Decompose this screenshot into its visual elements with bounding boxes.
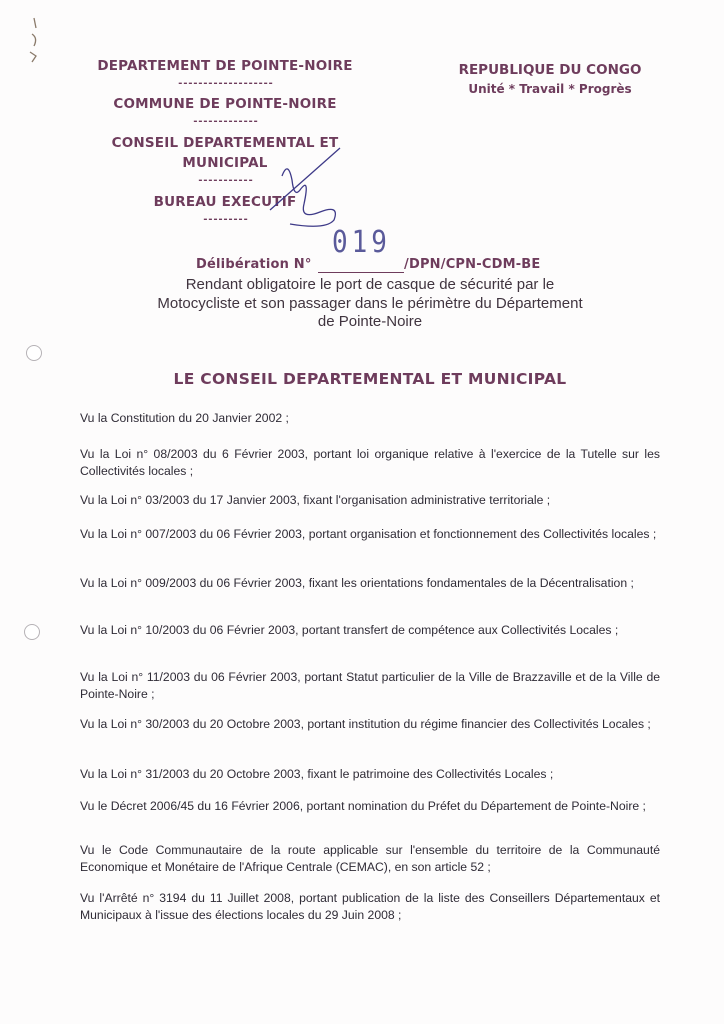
departement-heading: DEPARTEMENT DE POINTE-NOIRE: [97, 58, 353, 74]
conseil-heading-line2: MUNICIPAL: [182, 155, 268, 171]
visa-item: Vu la Loi n° 11/2003 du 06 Février 2003, portant Statut particulier de la Ville de Brazzaville et de la Ville de Pointe-Noire ;: [80, 670, 660, 701]
deliberation-number: 019: [332, 225, 391, 261]
header-separator: -----------: [197, 175, 253, 186]
visa-item: Vu la Loi n° 08/2003 du 6 Février 2003, portant loi organique relative à l'exercice de la Tutelle sur les Collectivités locales ;: [80, 447, 660, 478]
subject-line: de Pointe-Noire: [317, 313, 423, 330]
visa-item: Vu la Constitution du 20 Janvier 2002 ;: [80, 411, 289, 425]
visa-item: Vu le Décret 2006/45 du 16 Février 2006, portant nomination du Préfet du Département de Pointe-Noire ;: [80, 799, 646, 813]
commune-heading: COMMUNE DE POINTE-NOIRE: [113, 96, 337, 112]
subject-line: Motocycliste et son passager dans le périmètre du Département: [157, 294, 583, 312]
visa-item: Vu l'Arrêté n° 3194 du 11 Juillet 2008, portant publication de la liste des Conseillers Départementaux et Municipaux à l'issue des élections locales du 29 Juin 2008 ;: [80, 891, 660, 922]
bureau-heading: BUREAU EXECUTIF: [153, 194, 297, 210]
handwritten-signature: [230, 140, 360, 235]
header-separator: -------------: [192, 116, 258, 127]
republique-heading: REPUBLIQUE DU CONGO: [458, 62, 642, 78]
punch-hole: [24, 624, 40, 640]
deliberation-label: Délibération N°: [196, 257, 312, 272]
visa-item: Vu la Loi n° 31/2003 du 20 Octobre 2003, fixant le patrimoine des Collectivités Locales ;: [80, 767, 554, 781]
deliberation-subject: [110, 276, 630, 332]
conseil-heading-line1: CONSEIL DEPARTEMENTAL ET: [111, 135, 339, 151]
deliberation-suffix: /DPN/CPN-CDM-BE: [404, 257, 541, 272]
visa-item: Vu la Loi n° 03/2003 du 17 Janvier 2003, fixant l'organisation administrative territoriale ;: [80, 493, 551, 507]
visa-item: Vu la Loi n° 009/2003 du 06 Février 2003, fixant les orientations fondamentales de la Décentralisation ;: [80, 576, 634, 590]
visa-item: Vu la Loi n° 10/2003 du 06 Février 2003, portant transfert de compétence aux Collectivités Locales ;: [80, 623, 619, 637]
council-title: LE CONSEIL DEPARTEMENTAL ET MUNICIPAL: [173, 370, 567, 388]
subject-line: Rendant obligatoire le port de casque de sécurité par le: [185, 276, 555, 293]
visa-item: Vu le Code Communautaire de la route applicable sur l'ensemble du territoire de la Communauté Economique et Monétaire de l'Afrique Centrale (CEMAC), en son article 52 ;: [80, 843, 660, 874]
national-motto: Unité * Travail * Progrès: [468, 82, 632, 96]
header-separator: -------------------: [177, 78, 273, 89]
punch-hole: [26, 345, 42, 361]
header-separator: ---------: [202, 214, 248, 225]
visa-item: Vu la Loi n° 007/2003 du 06 Février 2003, portant organisation et fonctionnement des Collectivités locales ;: [80, 527, 657, 541]
deliberation-number-line: [318, 272, 404, 273]
corner-scribble: [22, 12, 52, 72]
visa-item: Vu la Loi n° 30/2003 du 20 Octobre 2003, portant institution du régime financier des Collectivités Locales ;: [80, 717, 651, 731]
